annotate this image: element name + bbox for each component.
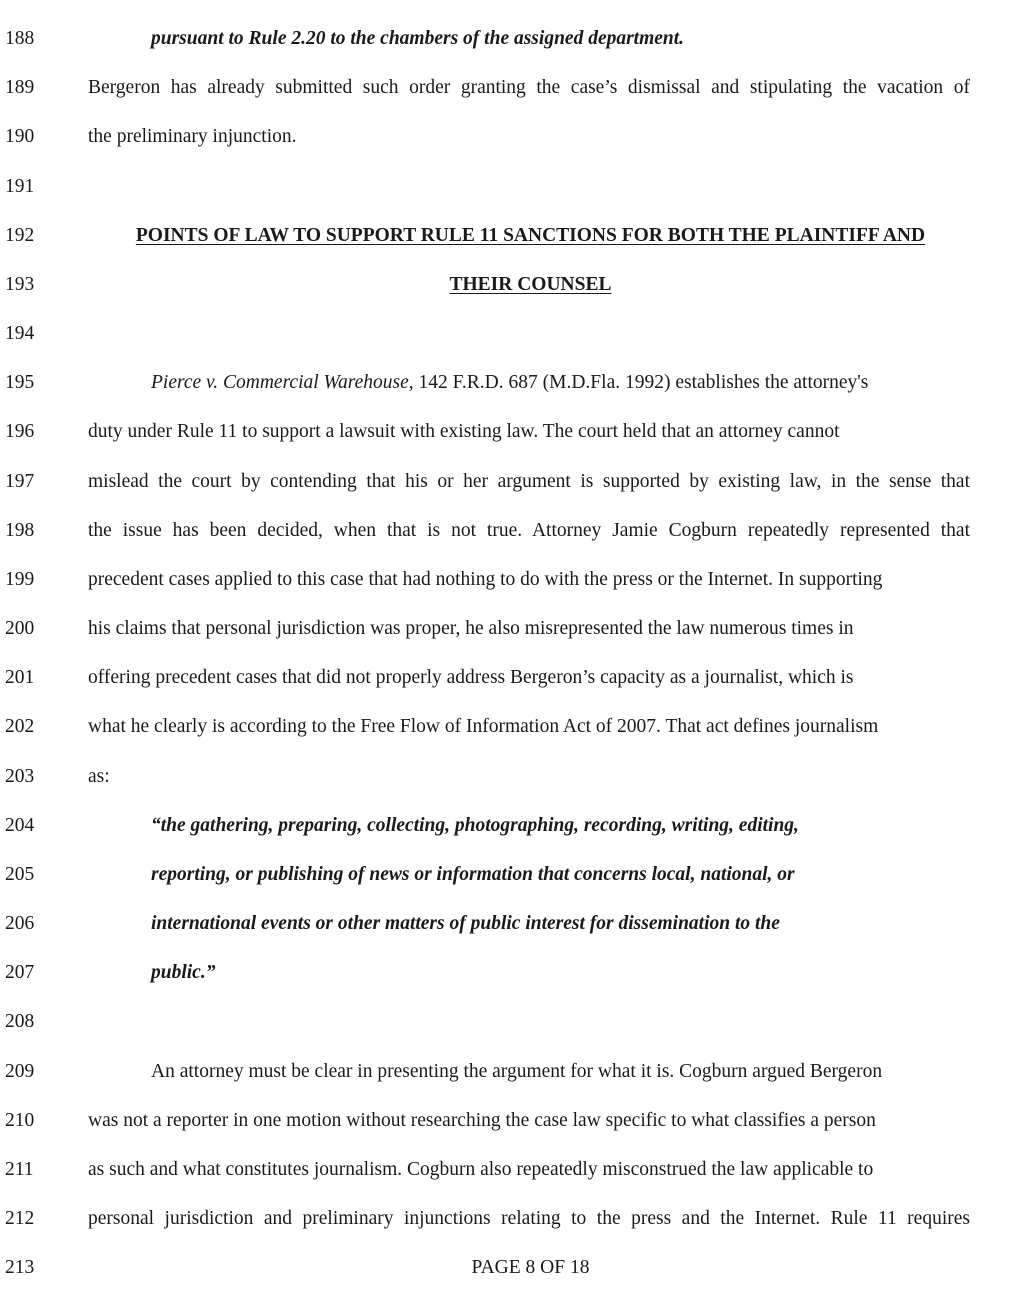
line-number: 203 [5, 765, 35, 787]
document-line [0, 762, 1010, 792]
document-line [0, 909, 1010, 939]
document-line [0, 516, 1010, 546]
line-text [151, 24, 684, 54]
line-number: 206 [5, 913, 35, 935]
quoted-text: reporting, or publishing of news or information that concerns local, national, or [151, 863, 795, 885]
text-segment: Bergeron has already submitted such order granting the case’s dismissal and stipulating the vacation of [88, 77, 970, 99]
line-number: 208 [5, 1011, 35, 1033]
line-number: 205 [5, 863, 35, 885]
line-text [151, 860, 795, 890]
line-number: 200 [5, 618, 35, 640]
quoted-text: international events or other matters of public interest for dissemination to the [151, 913, 780, 935]
text-segment: was not a reporter in one motion without researching the case law specific to what classifies a person [88, 1109, 876, 1131]
line-text [88, 417, 840, 447]
document-line [0, 221, 1010, 251]
line-number: 196 [5, 421, 35, 443]
document-line [0, 811, 1010, 841]
document-line [0, 1007, 1010, 1037]
document-line [0, 417, 1010, 447]
document-line [0, 73, 1010, 103]
line-text [88, 762, 110, 792]
text-segment: , 142 F.R.D. 687 (M.D.Fla. 1992) establishes the attorney's [408, 372, 869, 394]
text-segment: the issue has been decided, when that is not true. Attorney Jamie Cogburn repeatedly represented that [88, 519, 970, 541]
document-line [0, 1106, 1010, 1136]
document-line [0, 958, 1010, 988]
line-number: 190 [5, 126, 35, 148]
line-text [88, 1106, 876, 1136]
line-text [88, 1204, 970, 1234]
line-number: 198 [5, 519, 35, 541]
document-line [0, 565, 1010, 595]
line-text [88, 1155, 873, 1185]
line-number: 195 [5, 372, 35, 394]
line-number: 197 [5, 470, 35, 492]
line-number: 209 [5, 1060, 35, 1082]
text-segment: the preliminary injunction. [88, 126, 297, 148]
line-number: 210 [5, 1109, 35, 1131]
document-line [0, 712, 1010, 742]
text-segment: personal jurisdiction and preliminary injunctions relating to the press and the Internet. Rule 11 requires [88, 1208, 970, 1230]
document-line [0, 1253, 1010, 1283]
text-segment: THEIR COUNSEL [449, 273, 612, 295]
line-text [151, 958, 215, 988]
quoted-text: “the gathering, preparing, collecting, photographing, recording, writing, editing, [151, 814, 799, 836]
line-number: 201 [5, 667, 35, 689]
line-text [151, 368, 868, 398]
line-text [151, 909, 780, 939]
quoted-text: pursuant to Rule 2.20 to the chambers of the assigned department. [151, 28, 685, 49]
line-number: 212 [5, 1208, 35, 1230]
text-segment: mislead the court by contending that his or her argument is supported by existing law, in the sense that [88, 470, 970, 492]
text-segment: what he clearly is according to the Free Flow of Information Act of 2007. That act defines journalism [88, 716, 879, 738]
document-line [0, 1204, 1010, 1234]
line-number: 189 [5, 77, 35, 99]
text-segment: An attorney must be clear in presenting the argument for what it is. Cogburn argued Bergeron [151, 1060, 883, 1082]
text-segment: PAGE 8 OF 18 [471, 1257, 590, 1279]
line-number: 199 [5, 568, 35, 590]
document-line [0, 663, 1010, 693]
line-text [88, 122, 297, 152]
line-number: 213 [5, 1257, 35, 1279]
document-line [0, 1155, 1010, 1185]
line-number: 192 [5, 224, 35, 246]
line-text [88, 712, 878, 742]
document-line [0, 368, 1010, 398]
text-segment: his claims that personal jurisdiction was proper, he also misrepresented the law numerous times in [88, 618, 854, 640]
line-number: 207 [5, 962, 35, 984]
line-text [151, 1057, 882, 1087]
line-text [88, 467, 970, 497]
line-number: 204 [5, 814, 35, 836]
section-heading [88, 221, 973, 251]
line-number: 202 [5, 716, 35, 738]
page-footer [88, 1253, 973, 1283]
line-number: 191 [5, 175, 35, 197]
document-line [0, 860, 1010, 890]
text-segment: as such and what constitutes journalism. Cogburn also repeatedly misconstrued the law applicable to [88, 1158, 874, 1180]
text-segment: offering precedent cases that did not properly address Bergeron’s capacity as a journalist, which is [88, 667, 854, 689]
quoted-text: public.” [151, 962, 216, 984]
document-line [0, 467, 1010, 497]
document-line [0, 172, 1010, 202]
line-text [88, 663, 854, 693]
document-line [0, 1057, 1010, 1087]
line-text [88, 516, 970, 546]
line-number: 188 [5, 28, 35, 49]
line-number: 193 [5, 273, 35, 295]
line-text [151, 811, 799, 841]
line-text [88, 614, 854, 644]
line-text [88, 73, 970, 103]
document-line [0, 319, 1010, 349]
document-line [0, 270, 1010, 300]
section-heading [88, 270, 973, 300]
text-segment: precedent cases applied to this case that had nothing to do with the press or the Internet. In supporting [88, 568, 883, 590]
case-citation: Pierce v. Commercial Warehouse [151, 372, 409, 394]
text-segment: as: [88, 765, 110, 787]
text-segment: duty under Rule 11 to support a lawsuit with existing law. The court held that an attorney cannot [88, 421, 840, 443]
line-text [88, 565, 882, 595]
document-line [0, 122, 1010, 152]
line-number: 211 [5, 1158, 34, 1180]
line-number: 194 [5, 323, 35, 345]
text-segment: POINTS OF LAW TO SUPPORT RULE 11 SANCTIONS FOR BOTH THE PLAINTIFF AND [135, 224, 926, 246]
document-line [0, 614, 1010, 644]
document-line [0, 24, 1010, 54]
